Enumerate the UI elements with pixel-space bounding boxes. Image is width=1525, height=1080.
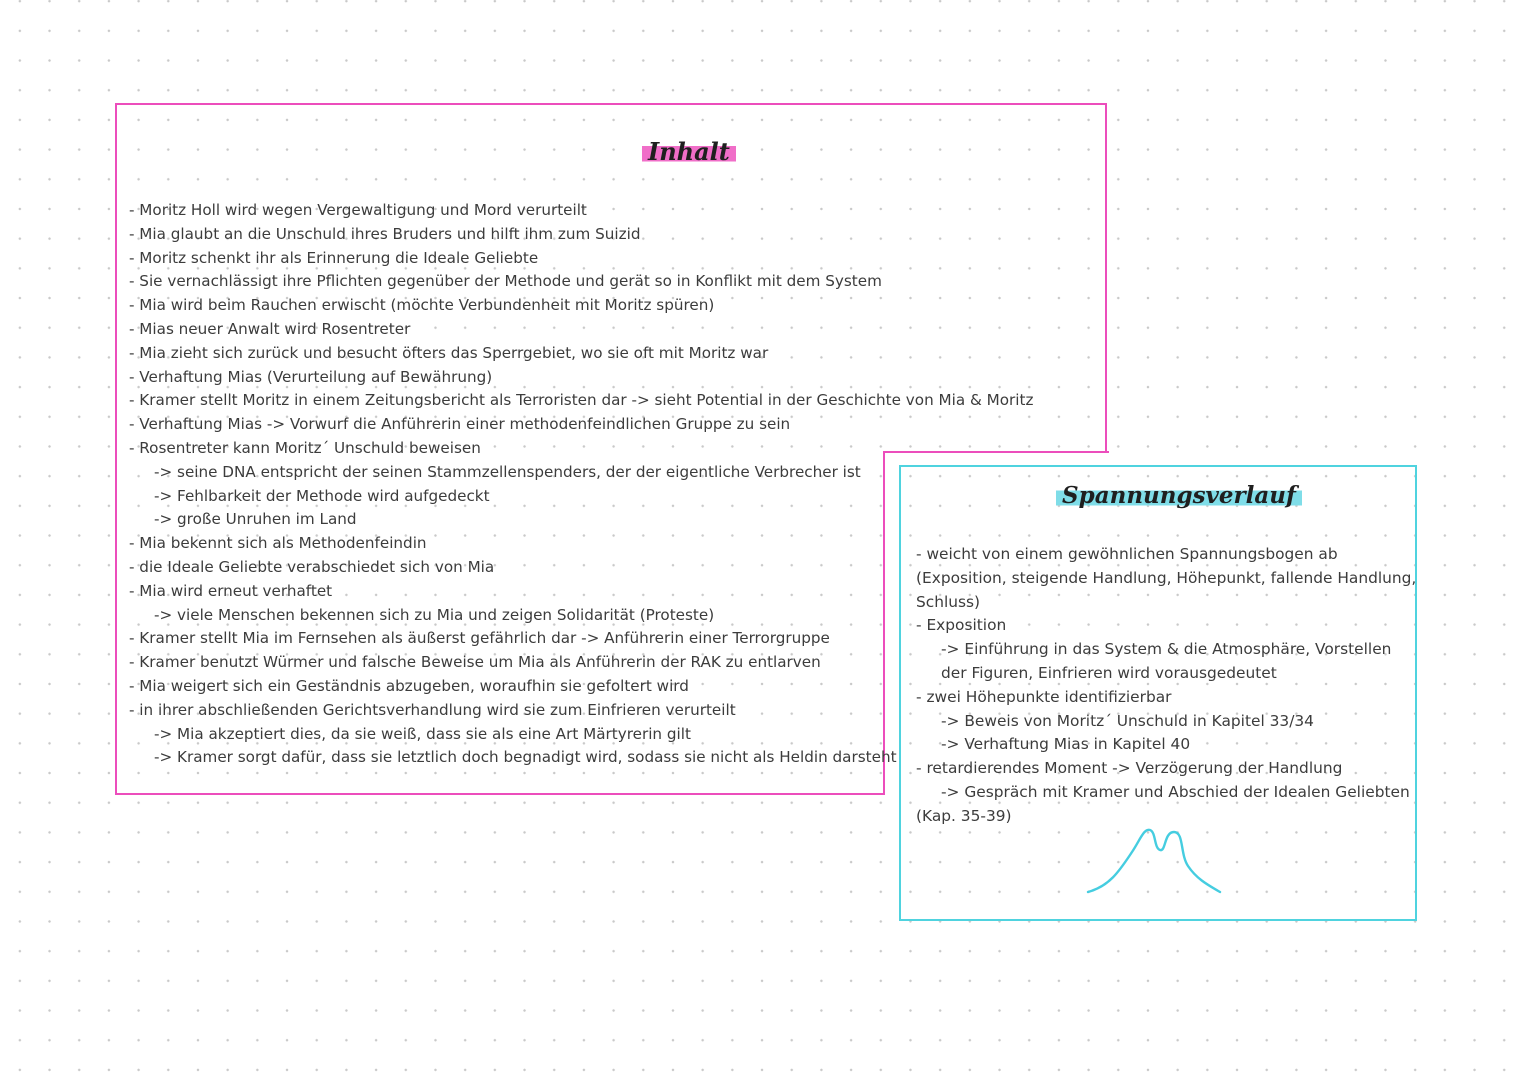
inhalt-line: - Kramer stellt Mia im Fernsehen als äußerst gefährlich dar -> Anführerin einer Terrorgruppe [129, 629, 830, 648]
spannung-line: - zwei Höhepunkte identifizierbar [916, 687, 1172, 706]
inhalt-line: - Moritz schenkt ihr als Erinnerung die Ideale Geliebte [129, 248, 539, 267]
spannung-line: - weicht von einem gewöhnlichen Spannungsbogen ab [916, 545, 1338, 563]
inhalt-line: - Mia weigert sich ein Geständnis abzugeben, woraufhin sie gefoltert wird [129, 676, 689, 695]
inhalt-line: - Mia glaubt an die Unschuld ihres Bruders und hilft ihm zum Suizid [129, 224, 641, 243]
inhalt-line: - die Ideale Geliebte verabschiedet sich von Mia [129, 557, 495, 576]
inhalt-line: -> Fehlbarkeit der Methode wird aufgedeckt [154, 486, 490, 505]
spannungsverlauf-list [916, 543, 1416, 829]
inhalt-line: -> Mia akzeptiert dies, da sie weiß, dass sie als eine Art Märtyrerin gilt [154, 724, 691, 743]
inhalt-line: - Mias neuer Anwalt wird Rosentreter [129, 319, 411, 338]
spannung-line: (Exposition, steigende Handlung, Höhepunkt, fallende Handlung, [916, 568, 1417, 587]
spannungsverlauf-title: Spannungsverlauf [1056, 481, 1302, 511]
inhalt-list [129, 199, 1033, 770]
inhalt-line: - Kramer stellt Moritz in einem Zeitungsbericht als Terroristen dar -> sieht Potential in der Geschichte von Mia & Moritz [129, 391, 1034, 410]
inhalt-line: - Mia zieht sich zurück und besucht öfters das Sperrgebiet, wo sie oft mit Moritz war [129, 343, 769, 362]
inhalt-line: - Mia bekennt sich als Methodenfeindin [129, 534, 427, 553]
inhalt-line: -> Kramer sorgt dafür, dass sie letztlich doch begnadigt wird, sodass sie nicht als Heldin darsteht [154, 748, 897, 767]
inhalt-title: Inhalt [642, 137, 736, 167]
spannung-line: der Figuren, Einfrieren wird vorausgedeutet [941, 663, 1277, 682]
double-peak-tension-curve-icon [1080, 820, 1240, 910]
spannung-line: -> Beweis von Moritz´ Unschuld in Kapitel 33/34 [941, 711, 1314, 730]
inhalt-line: -> seine DNA entspricht der seinen Stammzellenspenders, der der eigentliche Verbrecher ist [154, 462, 861, 481]
inhalt-line: - Kramer benutzt Würmer und falsche Beweise um Mia als Anführerin der RAK zu entlarven [129, 653, 821, 672]
inhalt-line: -> viele Menschen bekennen sich zu Mia und zeigen Solidarität (Proteste) [154, 605, 715, 624]
inhalt-line: - Mia wird erneut verhaftet [129, 581, 333, 600]
spannung-line: -> Gespräch mit Kramer und Abschied der Idealen Geliebten [941, 782, 1410, 801]
inhalt-line: - in ihrer abschließenden Gerichtsverhandlung wird sie zum Einfrieren verurteilt [129, 700, 736, 719]
inhalt-line: - Rosentreter kann Moritz´ Unschuld beweisen [129, 438, 481, 457]
inhalt-line: - Sie vernachlässigt ihre Pflichten gegenüber der Methode und gerät so in Konflikt mit dem System [129, 272, 882, 291]
inhalt-line: - Verhaftung Mias -> Vorwurf die Anführerin einer methodenfeindlichen Gruppe zu sein [129, 415, 791, 434]
spannung-line: -> Verhaftung Mias in Kapitel 40 [941, 735, 1191, 754]
inhalt-line: - Verhaftung Mias (Verurteilung auf Bewährung) [129, 367, 493, 386]
spannung-line: -> Einführung in das System & die Atmosphäre, Vorstellen [941, 640, 1392, 659]
spannung-line: - retardierendes Moment -> Verzögerung der Handlung [916, 759, 1343, 778]
inhalt-line: - Moritz Holl wird wegen Vergewaltigung und Mord verurteilt [129, 201, 587, 219]
spannung-line: Schluss) [916, 592, 981, 611]
spannung-line: (Kap. 35-39) [916, 806, 1012, 825]
inhalt-line: - Mia wird beim Rauchen erwischt (möchte Verbundenheit mit Moritz spüren) [129, 296, 715, 315]
inhalt-line: -> große Unruhen im Land [154, 510, 357, 529]
spannung-line: - Exposition [916, 616, 1007, 635]
